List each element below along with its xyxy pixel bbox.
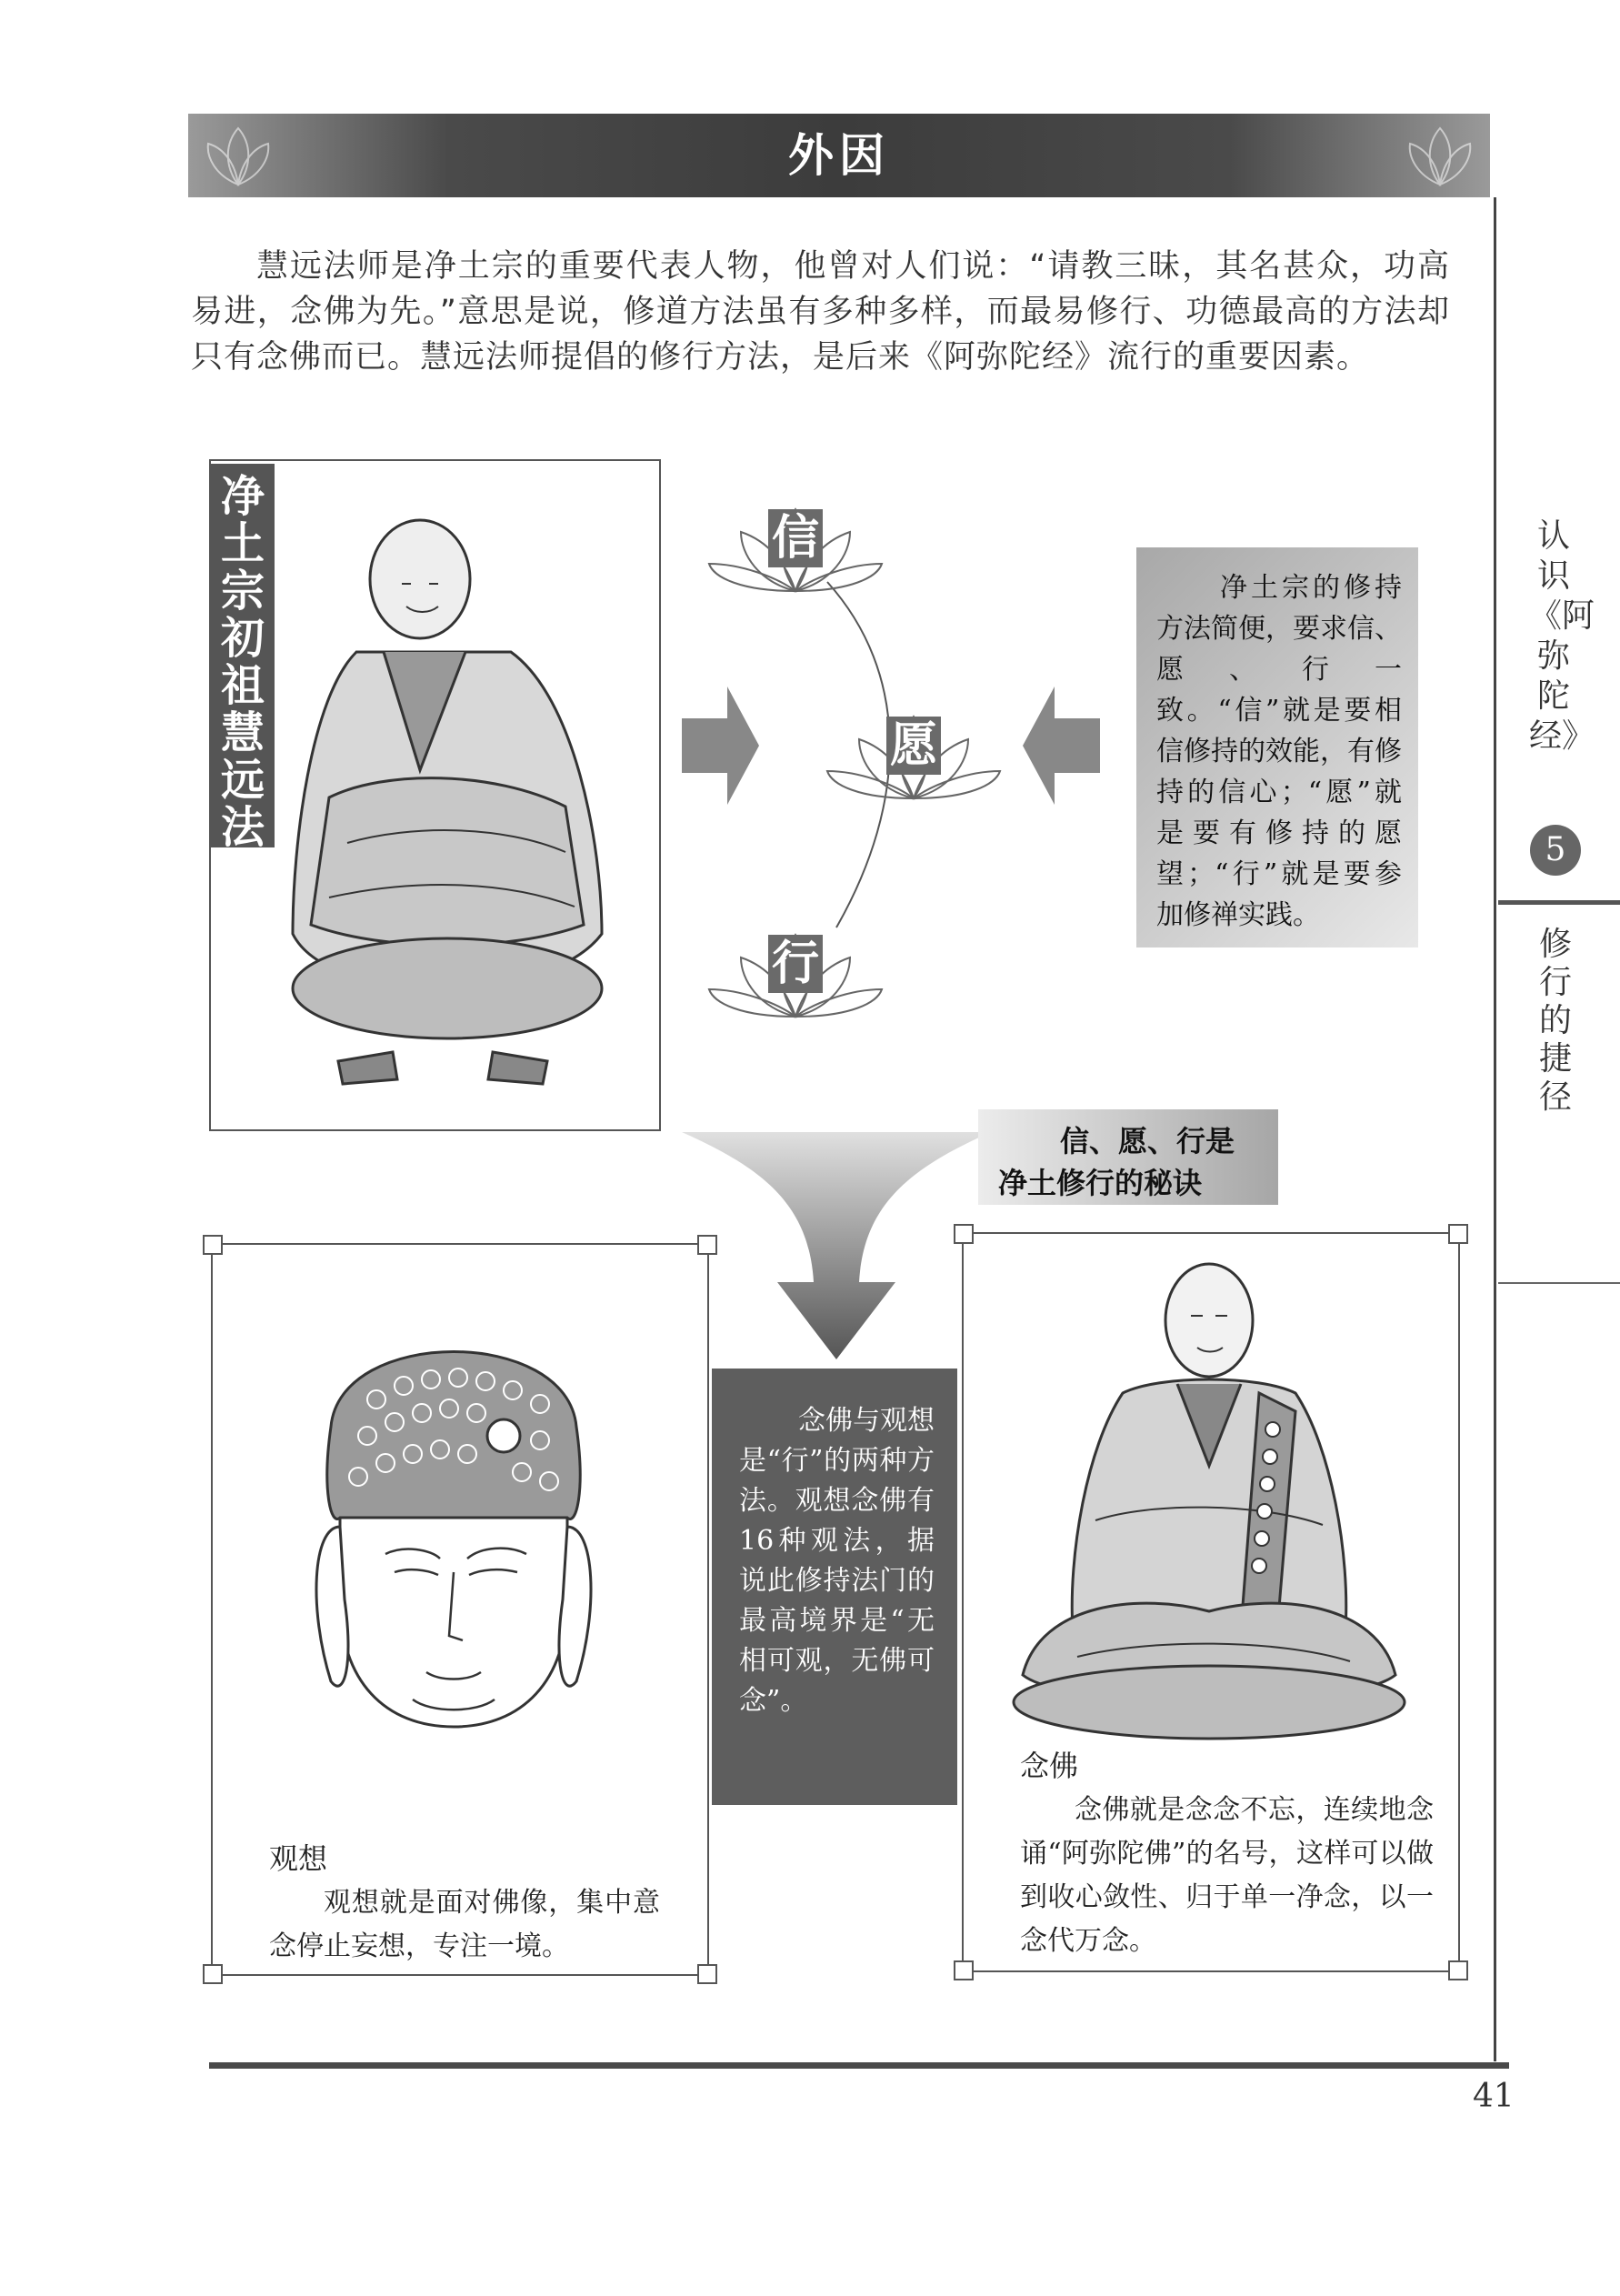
explanation-text: 净土宗的修持方法简便，要求信、愿、行一致。“信”就是要相信修持的效能，有修持的信心；“愿”就是要有修持的愿望；“行”就是要参加修禅实践。 (1156, 572, 1402, 931)
founder-caption-text: 净土宗初祖慧远法师 (220, 471, 265, 900)
section-name: 修行的捷径 (1538, 926, 1572, 1116)
frame-corner (203, 1235, 223, 1255)
nianfo-body: 念佛就是念念不忘，连续地念诵“阿弥陀佛”的名号，这样可以做到收心敛性、归于单一净念，以一念代万念。 (1020, 1794, 1434, 1957)
nianfo-title: 念佛 (1020, 1749, 1079, 1783)
section-title: 外因 (788, 129, 890, 182)
intro-paragraph: 慧远法师是净土宗的重要代表人物，他曾对人们说：“请教三昧，其名甚众，功高易进，念佛为先。”意思是说，修道方法虽有多种多样，而最易修行、功德最高的方法却只有念佛而已。慧远法师提倡的修行方法，是后来《阿弥陀经》流行的重要因素。 (191, 248, 1450, 376)
frame-corner (697, 1964, 717, 1984)
frame-corner (1448, 1960, 1468, 1980)
section-header (188, 114, 1490, 197)
frame-corner (203, 1964, 223, 1984)
buddha-head-illustration (304, 1299, 604, 1772)
chapter-title: 认识《阿弥陀经》 (1529, 517, 1595, 755)
lotus-char-xing: 行 (768, 935, 823, 993)
lotus-xing (705, 917, 886, 1035)
guanxiang-body: 观想就是面对佛像，集中意念停止妄想，专注一境。 (269, 1887, 660, 1962)
founder-illustration-frame (209, 459, 661, 1131)
secret-text-line2: 净土修行的秘诀 (998, 1166, 1203, 1200)
frame-corner (954, 1224, 974, 1244)
footer-rule (209, 2062, 1509, 2069)
founder-caption (211, 464, 275, 900)
side-divider (1498, 900, 1620, 905)
arrow-left-icon (1023, 687, 1100, 805)
lotus-yuan (823, 698, 1005, 817)
page-number: 41 (1473, 2078, 1515, 2115)
lotus-char-xin: 信 (768, 509, 823, 567)
page-border-right (1494, 197, 1496, 2061)
frame-corner (697, 1235, 717, 1255)
funnel-arrow-icon (682, 1132, 991, 1359)
lotus-char-yuan: 愿 (886, 717, 941, 775)
guanxiang-title: 观想 (269, 1841, 328, 1876)
practice-methods-text: 念佛与观想是“行”的两种方法。观想念佛有16种观法，据说此修持法门的最高境界是“无相可观，无佛可念”。 (739, 1405, 935, 1717)
xin-yuan-xing-explanation-box (1136, 547, 1418, 947)
frame-corner (1448, 1224, 1468, 1244)
lotus-xin (705, 491, 886, 609)
meditating-monk-illustration (986, 1248, 1432, 1757)
guanxiang-panel (211, 1243, 709, 1976)
secret-text-line1: 信、愿、行是 (1060, 1124, 1235, 1158)
practice-methods-box (712, 1369, 957, 1805)
arrow-right-icon (682, 687, 759, 805)
secret-tag (978, 1109, 1278, 1205)
chapter-number-badge: 5 (1530, 825, 1581, 876)
side-divider (1498, 1282, 1620, 1284)
frame-corner (954, 1960, 974, 1980)
monk-figure-illustration (275, 497, 656, 1116)
nianfo-panel (962, 1232, 1460, 1972)
